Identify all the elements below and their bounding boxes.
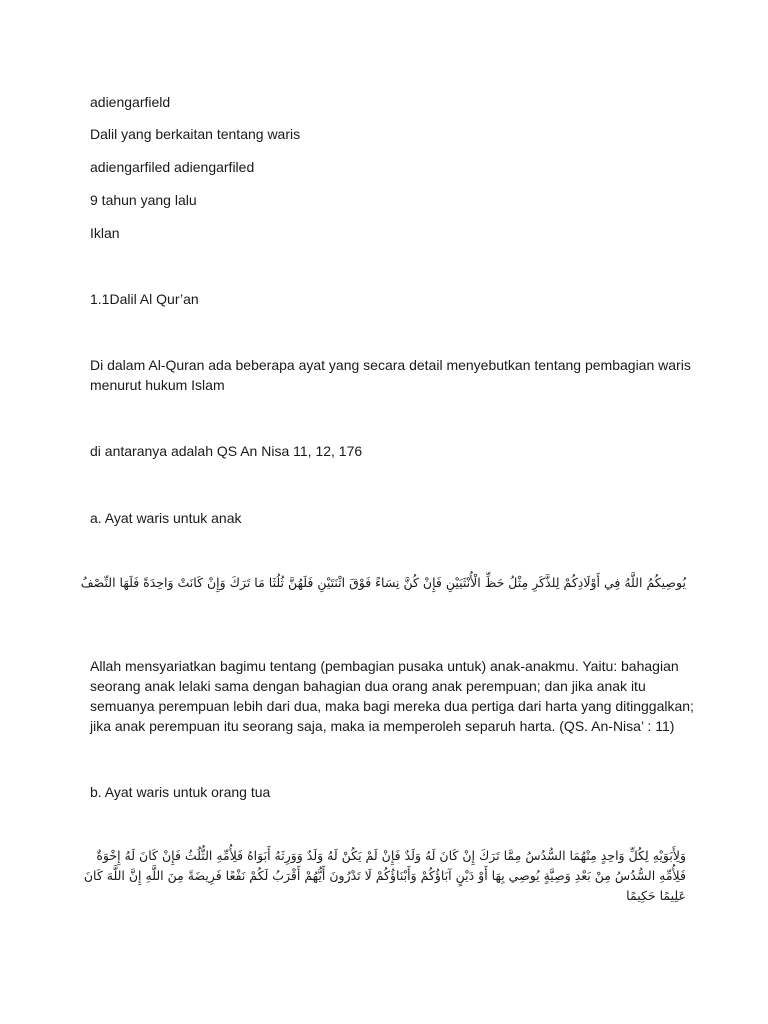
post-timestamp: 9 tahun yang lalu — [90, 192, 197, 208]
arabic-verse-anak: يُوصِيكُمُ اللَّهُ فِي أَوْلَادِكُمْ لِلذَّكَرِ مِثْلُ حَظِّ الْأُنْثَيَيْنِ فَإِنْ كُنَّ نِسَاءً فَوْقَ اثْنَتَيْنِ فَلَهُنَّ ثُلُثَا مَا تَرَكَ وَإِنْ كَانَتْ وَاحِدَةً فَلَهَا النِّصْفُ — [80, 575, 686, 590]
translation-anak-line-3: semuanya perempuan lebih dari dua, maka bagi mereka dua pertiga dari harta yang ditinggalkan; — [90, 698, 694, 714]
post-byline: adiengarfiled adiengarfiled — [90, 159, 255, 175]
section-heading: 1.1Dalil Al Qur’an — [90, 291, 199, 307]
translation-anak-line-2: seorang anak lelaki sama dengan bahagian dua orang anak perempuan; dan jika anak itu — [90, 678, 646, 694]
author-name: adiengarfield — [90, 94, 171, 110]
ad-label: Iklan — [90, 225, 120, 241]
list-intro: di antaranya adalah QS An Nisa 11, 12, 176 — [90, 443, 363, 459]
arabic-verse-orang-tua: وَلِأَبَوَيْهِ لِكُلِّ وَاحِدٍ مِنْهُمَا السُّدُسُ مِمَّا تَرَكَ إِنْ كَانَ لَهُ وَلَدٌ فَإِنْ لَمْ يَكُنْ لَهُ وَلَدٌ وَوَرِثَهُ أَبَوَاهُ فَلِأُمِّهِ الثُّلُثُ فَإِنْ كَانَ لَهُ إِخْوَةٌ فَلِأُمِّهِ السُّدُسُ مِنْ بَعْدِ وَصِيَّةٍ يُوصِي بِهَا أَوْ دَيْنٍ آبَاؤُكُمْ وَأَبْنَاؤُكُمْ لَا تَدْرُونَ أَيُّهُمْ أَقْرَبُ لَكُمْ نَفْعًا فَرِيضَةً مِنَ اللَّهِ إِنَّ اللَّهَ كَانَ عَلِيمًا حَكِيمًا — [83, 848, 686, 903]
heading-ayat-orang-tua: b. Ayat waris untuk orang tua — [90, 784, 271, 800]
intro-line-2: menurut hukum Islam — [90, 377, 225, 393]
post-title: Dalil yang berkaitan tentang waris — [90, 126, 301, 142]
intro-line-1: Di dalam Al-Quran ada beberapa ayat yang secara detail menyebutkan tentang pembagian waris — [90, 357, 691, 373]
translation-anak-line-4: jika anak perempuan itu seorang saja, maka ia memperoleh separuh harta. (QS. An-Nisa’ : 11) — [90, 718, 675, 734]
heading-ayat-anak: a. Ayat waris untuk anak — [90, 510, 242, 526]
translation-anak-line-1: Allah mensyariatkan bagimu tentang (pembagian pusaka untuk) anak-anakmu. Yaitu: bahagian — [90, 658, 679, 674]
